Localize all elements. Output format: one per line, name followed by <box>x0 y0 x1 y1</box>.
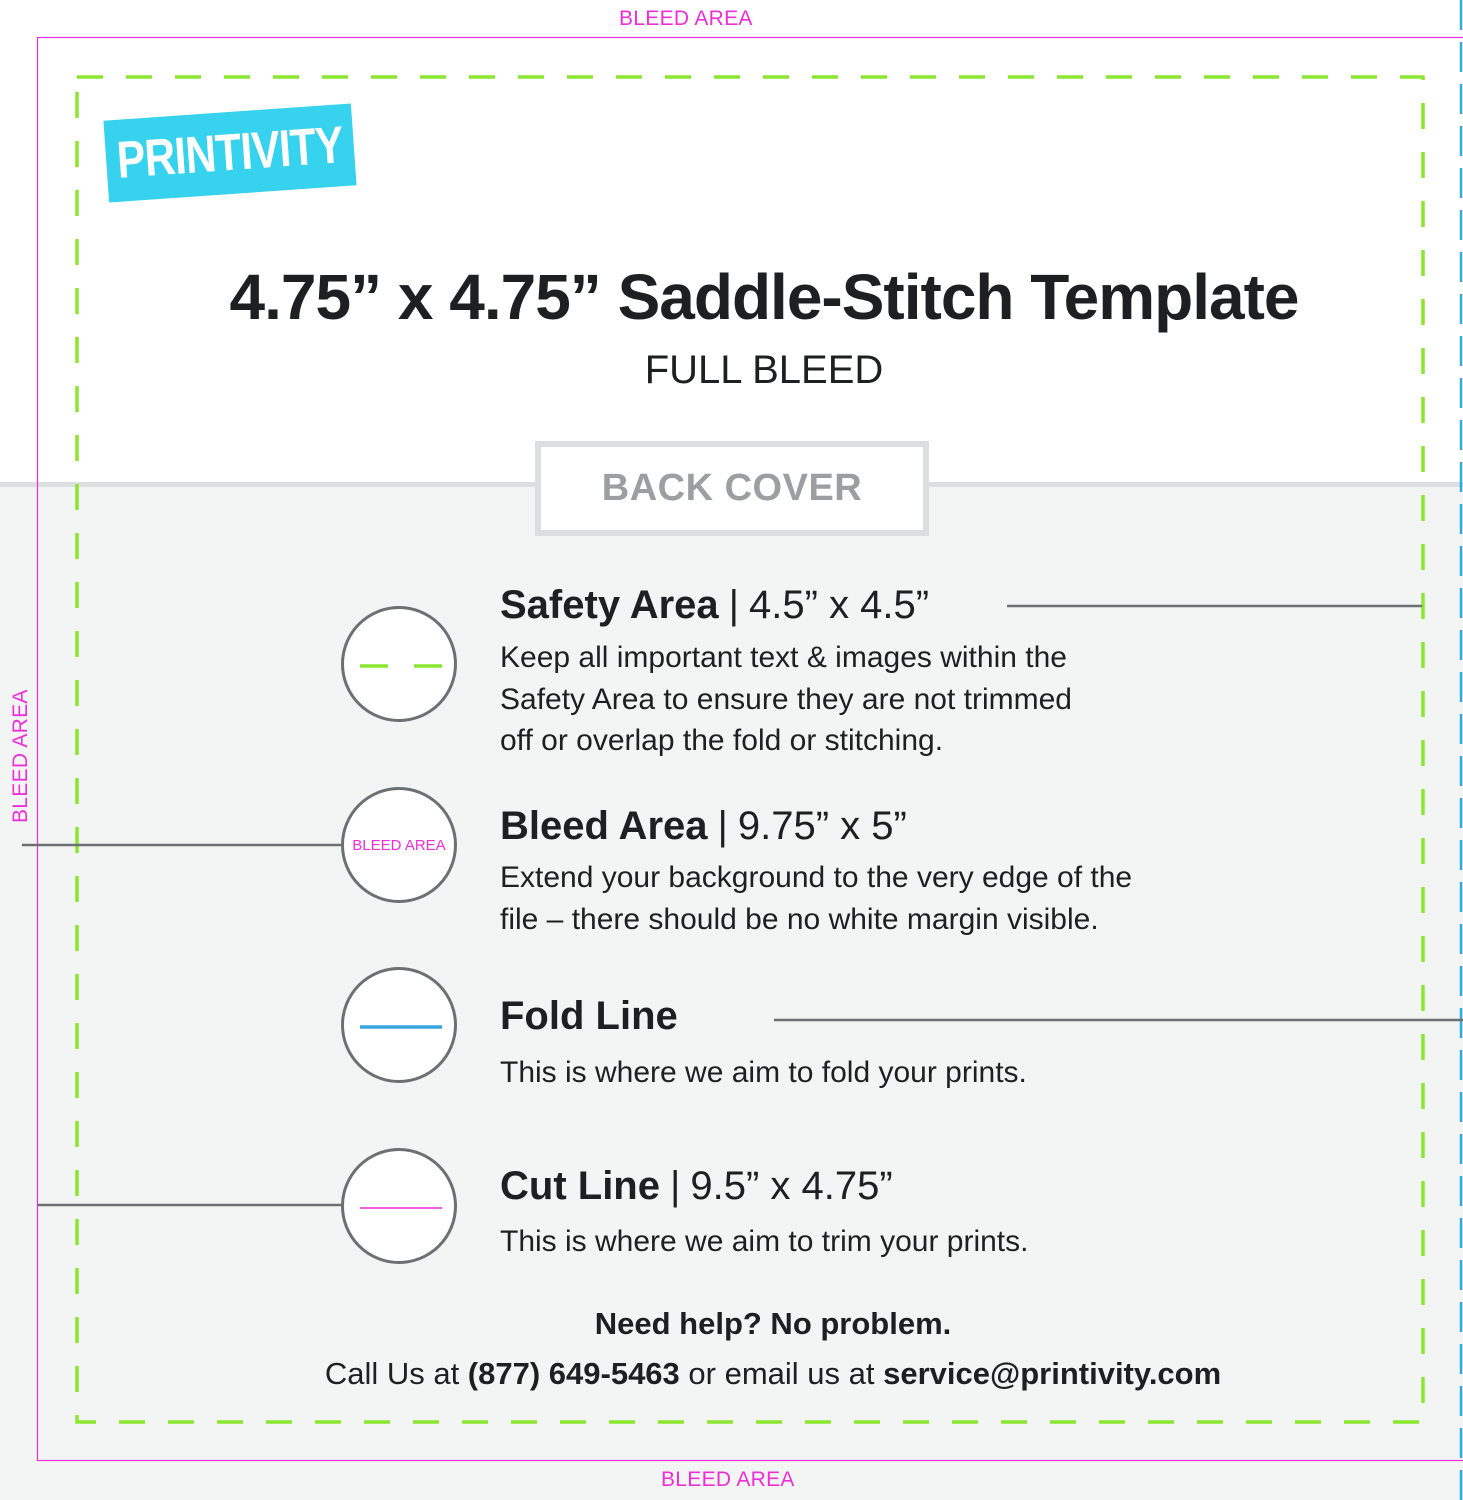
safety-area-description <box>500 637 1072 762</box>
back-cover-text: BACK COVER <box>601 467 863 509</box>
bleed-area-separator: | <box>717 804 728 848</box>
email-address[interactable]: service@printivity.com <box>883 1356 1222 1391</box>
cut-line-separator: | <box>669 1164 681 1208</box>
bleed-area-dimensions: 9.75” x 5” <box>737 804 907 848</box>
phone-number[interactable]: (877) 649-5463 <box>467 1356 680 1391</box>
help-prefix: Call Us at <box>324 1356 468 1391</box>
bleed-icon-text: BLEED AREA <box>352 836 446 854</box>
description-line: Keep all important text & images within the <box>500 641 1067 674</box>
dashed-line-icon <box>341 606 457 722</box>
logo-text: PRINTIVITY <box>115 116 345 190</box>
bleed-label-bottom: BLEED AREA <box>661 1468 795 1491</box>
page-subtitle: FULL BLEED <box>644 348 884 392</box>
cut-line-heading <box>500 1164 893 1209</box>
cut-line-description <box>500 1221 1028 1263</box>
help-title: Need help? No problem. <box>594 1306 952 1341</box>
fold-line-heading <box>500 994 678 1039</box>
safety-area-name: Safety Area <box>500 583 719 627</box>
fold-line-name: Fold Line <box>500 994 678 1038</box>
fold-line-icon <box>341 967 457 1083</box>
cut-line-icon <box>341 1148 457 1264</box>
bleed-area-description <box>500 857 1132 940</box>
page-title: 4.75” x 4.75” Saddle-Stitch Template <box>229 261 1299 333</box>
bleed-label-left: BLEED AREA <box>9 689 32 823</box>
description-line: This is where we aim to fold your prints. <box>500 1056 1027 1089</box>
description-line: This is where we aim to trim your prints. <box>500 1225 1029 1258</box>
safety-area-heading <box>500 583 929 628</box>
description-line: file – there should be no white margin visible. <box>500 902 1099 936</box>
bleed-area-icon <box>341 787 457 903</box>
description-line: off or overlap the fold or stitching. <box>500 724 944 757</box>
cut-line-dimensions: 9.5” x 4.75” <box>690 1164 893 1208</box>
bleed-area-heading <box>500 804 907 849</box>
description-line: Extend your background to the very edge of the <box>500 861 1133 894</box>
safety-area-separator: | <box>728 583 740 627</box>
safety-area-dimensions: 4.5” x 4.5” <box>749 583 930 627</box>
description-line: Safety Area to ensure they are not trimmed <box>500 682 1072 716</box>
bleed-area-name: Bleed Area <box>500 804 708 848</box>
printivity-logo <box>103 103 356 202</box>
cut-line-name: Cut Line <box>500 1164 660 1208</box>
help-middle: or email us at <box>679 1356 884 1391</box>
back-cover-label <box>535 441 929 536</box>
fold-line-description <box>500 1052 1027 1094</box>
help-contact-line <box>0 1356 1463 1392</box>
bleed-label-top: BLEED AREA <box>619 7 753 30</box>
